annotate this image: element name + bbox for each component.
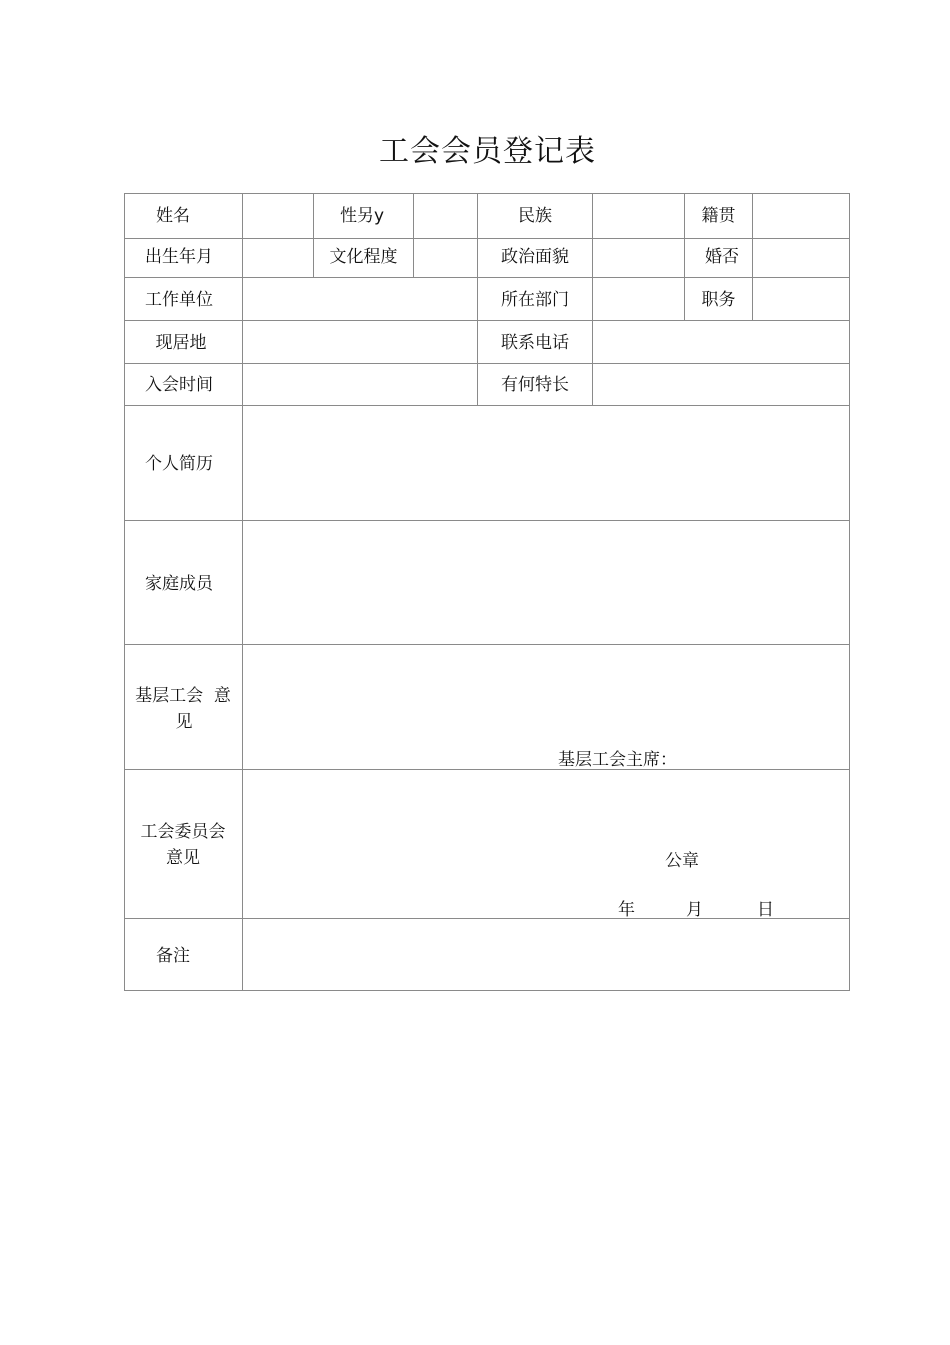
ethnicity-field[interactable]	[593, 194, 684, 238]
marital-field[interactable]	[753, 239, 849, 277]
label-committee-opinion	[124, 820, 242, 870]
label-family: 家庭成员	[145, 574, 213, 594]
political-status-field[interactable]	[593, 239, 684, 277]
native-place-field[interactable]	[753, 194, 849, 238]
label-join-date: 入会时间	[145, 375, 213, 395]
committee-opinion-line-2: 意见	[166, 848, 200, 868]
label-native-place: 籍贯	[701, 206, 736, 226]
remarks-field[interactable]	[243, 919, 849, 990]
label-name: 姓名	[156, 206, 190, 226]
date-year-label: 年	[618, 900, 635, 920]
grassroots-opinion-line-1: 基层工会 意	[135, 686, 231, 706]
resume-field[interactable]	[243, 406, 849, 520]
birth-field[interactable]	[243, 239, 313, 277]
label-marital: 婚否	[705, 247, 739, 267]
family-field[interactable]	[243, 521, 849, 644]
label-grassroots-opinion	[124, 684, 242, 734]
label-gender: 性另y	[339, 206, 385, 226]
phone-field[interactable]	[593, 321, 849, 363]
label-resume: 个人简历	[145, 454, 213, 474]
gender-field[interactable]	[414, 194, 477, 238]
employer-field[interactable]	[243, 278, 477, 320]
label-department: 所在部门	[501, 290, 569, 310]
table-border	[124, 193, 850, 194]
label-position: 职务	[701, 290, 736, 310]
page-title: 工会会员登记表	[379, 134, 596, 169]
grassroots-opinion-line-2: 见	[175, 712, 193, 732]
committee-opinion-line-1: 工会委员会	[140, 822, 226, 842]
residence-field[interactable]	[243, 321, 477, 363]
date-day-label: 日	[757, 900, 774, 920]
date-month-label: 月	[686, 900, 703, 920]
position-field[interactable]	[753, 278, 849, 320]
grassroots-opinion-field[interactable]	[243, 645, 849, 769]
table-border	[124, 277, 850, 278]
table-border	[124, 238, 850, 239]
official-seal-label: 公章	[665, 851, 699, 871]
department-field[interactable]	[593, 278, 684, 320]
label-residence: 现居地	[155, 333, 207, 353]
name-field[interactable]	[243, 194, 313, 238]
label-birth: 出生年月	[145, 247, 213, 267]
committee-opinion-field[interactable]	[243, 770, 849, 918]
label-remarks: 备注	[156, 946, 190, 966]
table-border	[124, 990, 850, 991]
specialty-field[interactable]	[593, 364, 849, 405]
label-specialty: 有何特长	[501, 375, 569, 395]
label-ethnicity: 民族	[518, 206, 552, 226]
label-phone: 联系电话	[501, 333, 569, 353]
label-employer: 工作单位	[145, 290, 213, 310]
education-field[interactable]	[414, 239, 477, 277]
label-political-status: 政治面貌	[501, 247, 569, 267]
label-education: 文化程度	[329, 247, 398, 267]
join-date-field[interactable]	[243, 364, 477, 405]
table-border	[849, 193, 850, 991]
grassroots-chair-signature: 基层工会主席：	[558, 750, 677, 770]
